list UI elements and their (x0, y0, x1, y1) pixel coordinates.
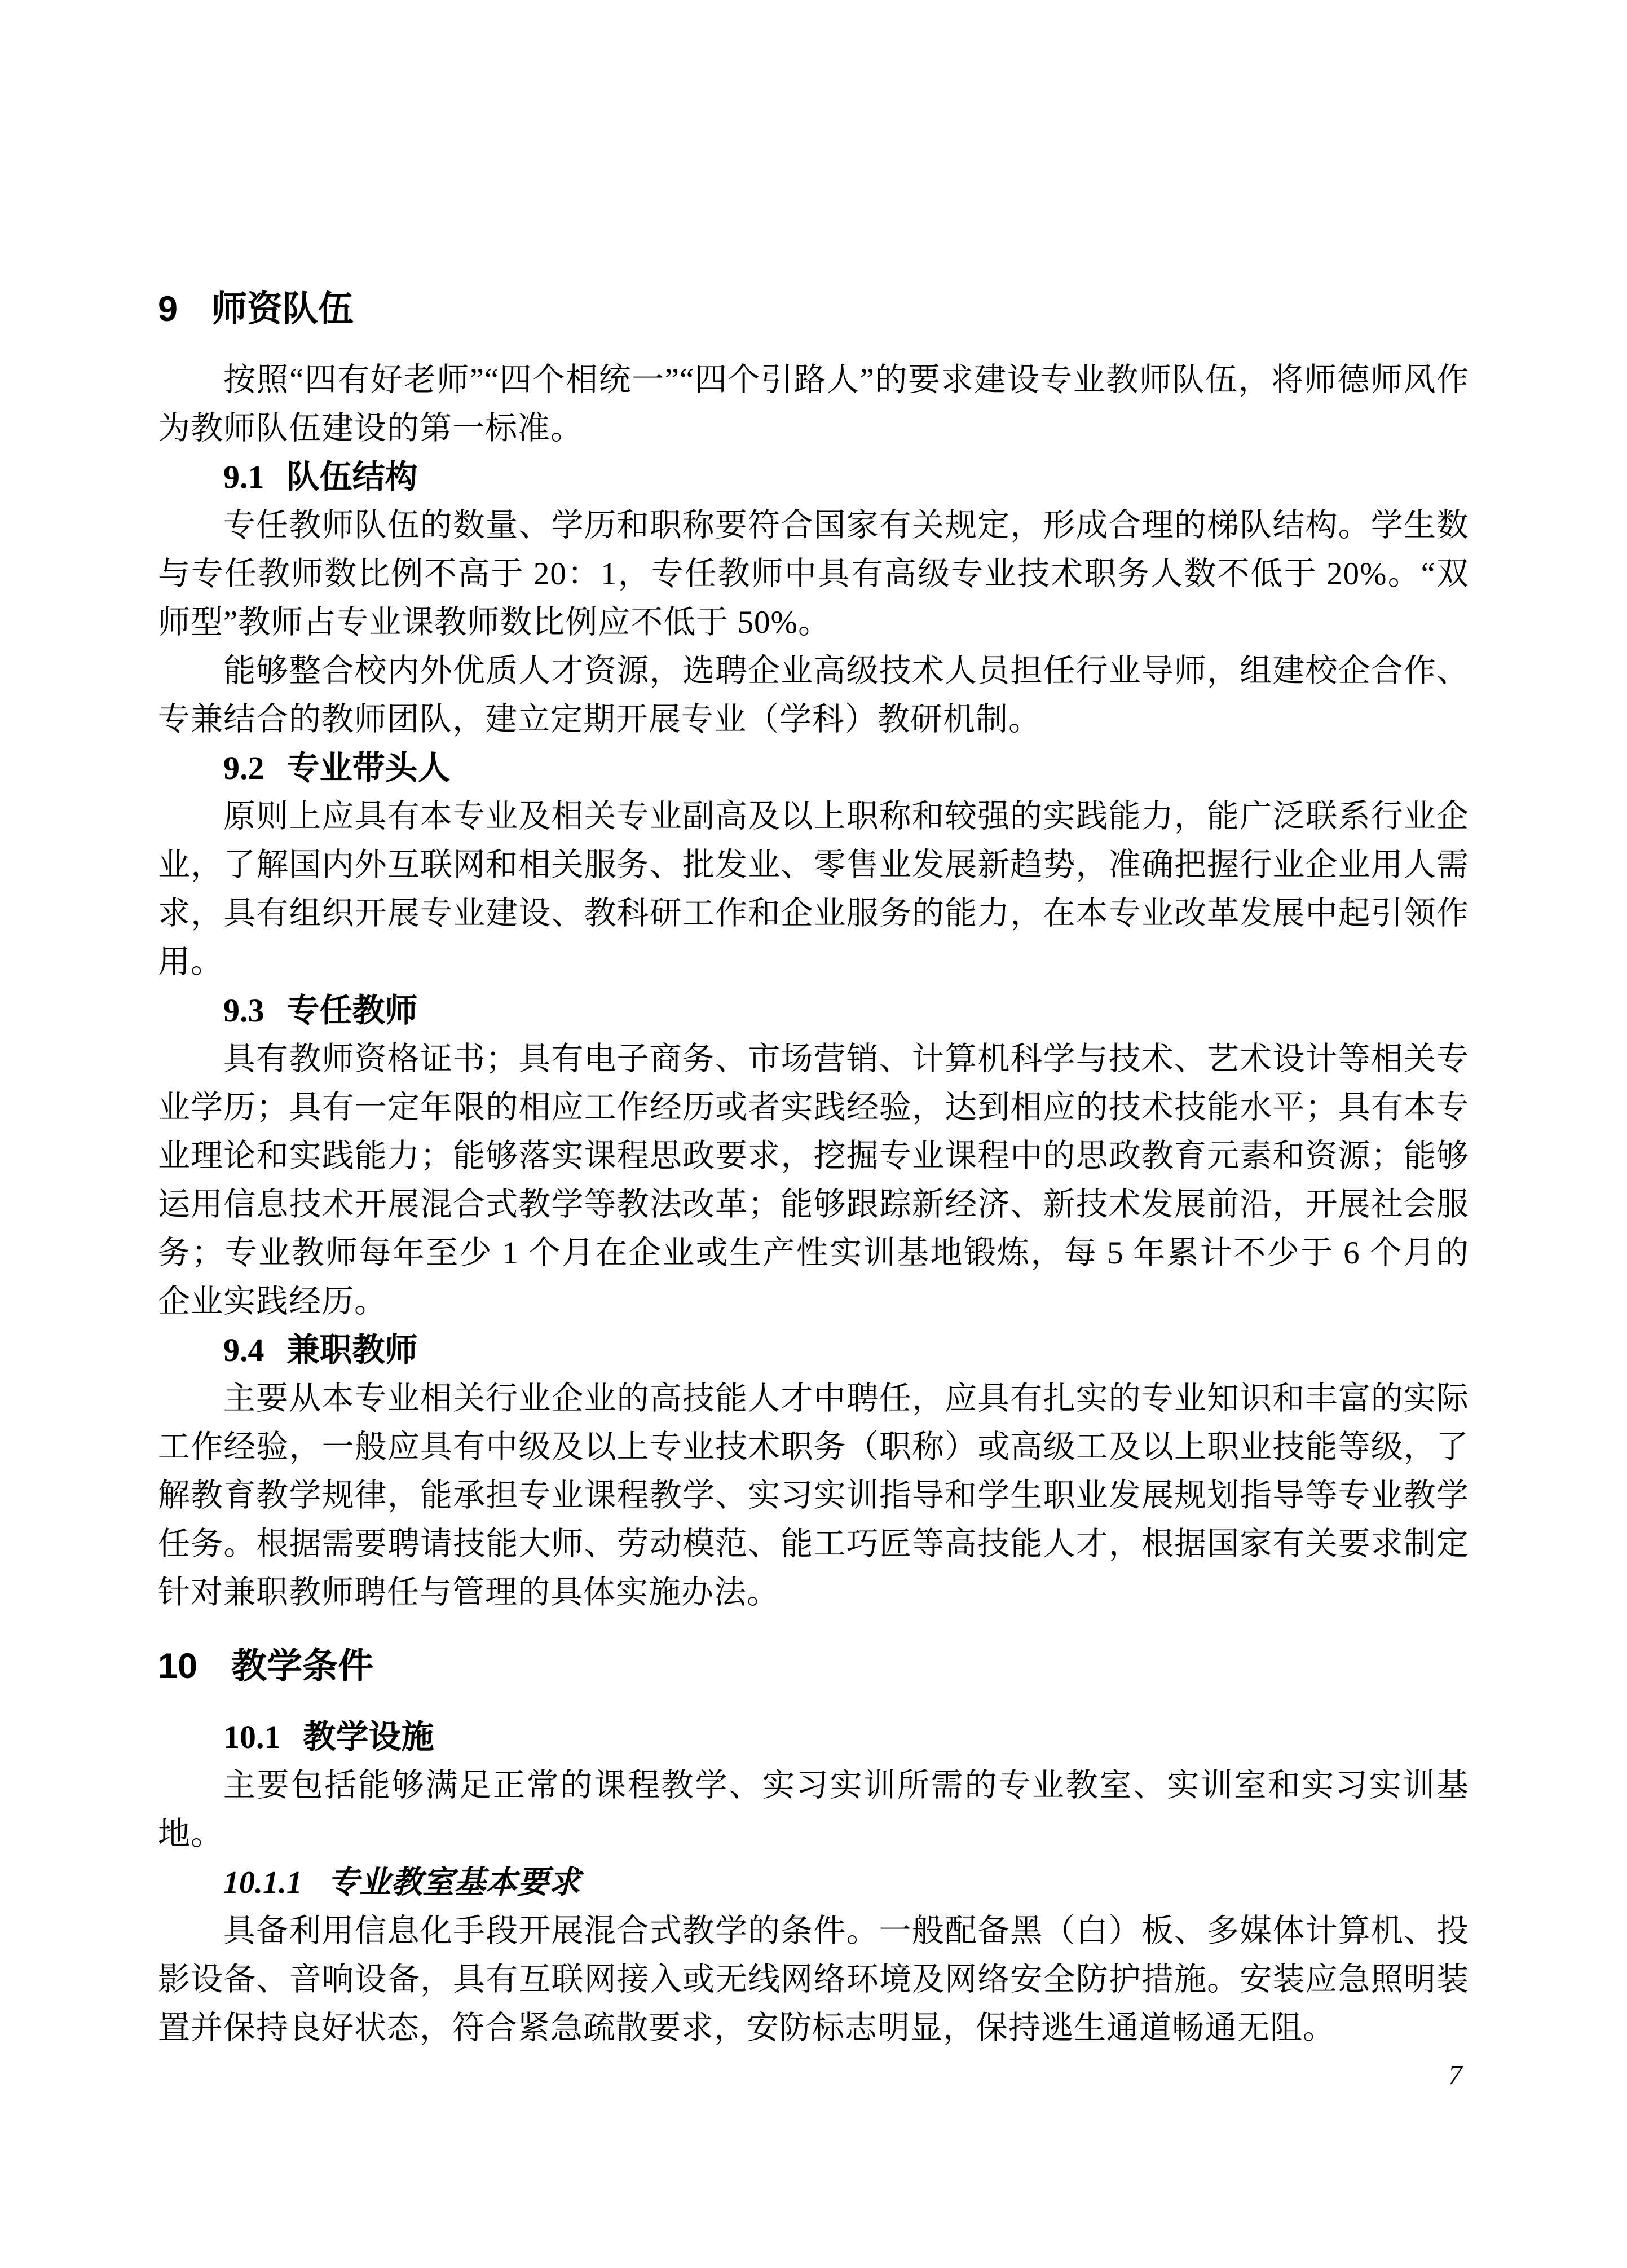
subsubsection-heading-classroom-requirements (158, 1859, 1469, 1907)
subsection-title: 兼职教师 (286, 1332, 418, 1368)
paragraph-fulltime-teachers: 具有教师资格证书；具有电子商务、市场营销、计算机科学与技术、艺术设计等相关专业学历；具有一定年限的相应工作经历或者实践经验，达到相应的技术技能水平；具有本专业理论和实践能力；能够落实课程思政要求，挖掘专业课程中的思政教育元素和资源；能够运用信息技术开展混合式教学等教法改革；能够跟踪新经济、新技术发展前沿，开展社会服务；专业教师每年至少 1 个月在企业或生产性实训基地锻炼，每 5 年累计不少于 6 个月的企业实践经历。 (158, 1041, 1469, 1319)
subsection-heading-fulltime-teachers (158, 987, 1469, 1035)
section-number: 10 (158, 1646, 198, 1686)
paragraph-classroom-requirements: 具备利用信息化手段开展混合式教学的条件。一般配备黑（白）板、多媒体计算机、投影设备、音响设备，具有互联网接入或无线网络环境及网络安全防护措施。安装应急照明装置并保持良好状态，符合紧急疏散要求，安防标志明显，保持逃生通道畅通无阻。 (158, 1913, 1469, 2046)
subsection-heading-program-leader (158, 744, 1469, 792)
paragraph-team-structure-2: 能够整合校内外优质人才资源，选聘企业高级技术人员担任行业导师，组建校企合作、专兼结合的教师团队，建立定期开展专业（学科）教研机制。 (158, 653, 1469, 737)
subsection-number: 9.2 (223, 750, 264, 786)
subsubsection-title: 专业教室基本要求 (328, 1865, 580, 1900)
subsection-number: 9.4 (223, 1332, 264, 1368)
subsection-number: 10.1 (223, 1719, 281, 1755)
section-number: 9 (158, 289, 178, 329)
subsection-number: 9.1 (223, 459, 264, 495)
subsection-title: 队伍结构 (286, 459, 418, 495)
paragraph-staff-intro: 按照“四有好老师”“四个相统一”“四个引路人”的要求建设专业教师队伍，将师德师风作为教师队伍建设的第一标准。 (158, 362, 1469, 446)
paragraph-program-leader: 原则上应具有本专业及相关专业副高及以上职称和较强的实践能力，能广泛联系行业企业，了解国内外互联网和相关服务、批发业、零售业发展新趋势，准确把握行业企业用人需求，具有组织开展专业建设、教科研工作和企业服务的能力，在本专业改革发展中起引领作用。 (158, 799, 1469, 980)
subsection-heading-parttime-teachers (158, 1326, 1469, 1375)
subsection-title: 专任教师 (286, 992, 418, 1029)
section-heading-teaching-conditions (158, 1642, 1469, 1690)
paragraph-team-structure-1: 专任教师队伍的数量、学历和职称要符合国家有关规定，形成合理的梯队结构。学生数与专任教师数比例不高于 20：1，专任教师中具有高级专业技术职务人数不低于 20%。“双师型”教师占专业课教师数比例应不低于 50%。 (158, 508, 1469, 640)
subsection-heading-teaching-facilities (158, 1713, 1469, 1761)
subsection-title: 专业带头人 (286, 750, 451, 786)
paragraph-parttime-teachers: 主要从本专业相关行业企业的高技能人才中聘任，应具有扎实的专业知识和丰富的实际工作经验，一般应具有中级及以上专业技术职务（职称）或高级工及以上职业技能等级，了解教育教学规律，能承担专业课程教学、实习实训指导和学生职业发展规划指导等专业教学任务。根据需要聘请技能大师、劳动模范、能工巧匠等高技能人才，根据国家有关要求制定针对兼职教师聘任与管理的具体实施办法。 (158, 1381, 1469, 1610)
subsection-number: 9.3 (223, 992, 264, 1029)
subsection-title: 教学设施 (303, 1719, 434, 1755)
section-title: 师资队伍 (211, 289, 354, 329)
document-content (158, 285, 1469, 2053)
section-title: 教学条件 (231, 1646, 374, 1686)
page-number: 7 (1448, 2059, 1462, 2090)
section-heading-teaching-staff (158, 285, 1469, 333)
paragraph-teaching-facilities: 主要包括能够满足正常的课程教学、实习实训所需的专业教室、实训室和实习实训基地。 (158, 1768, 1469, 1852)
subsubsection-number: 10.1.1 (223, 1865, 302, 1900)
subsection-heading-team-structure (158, 453, 1469, 501)
